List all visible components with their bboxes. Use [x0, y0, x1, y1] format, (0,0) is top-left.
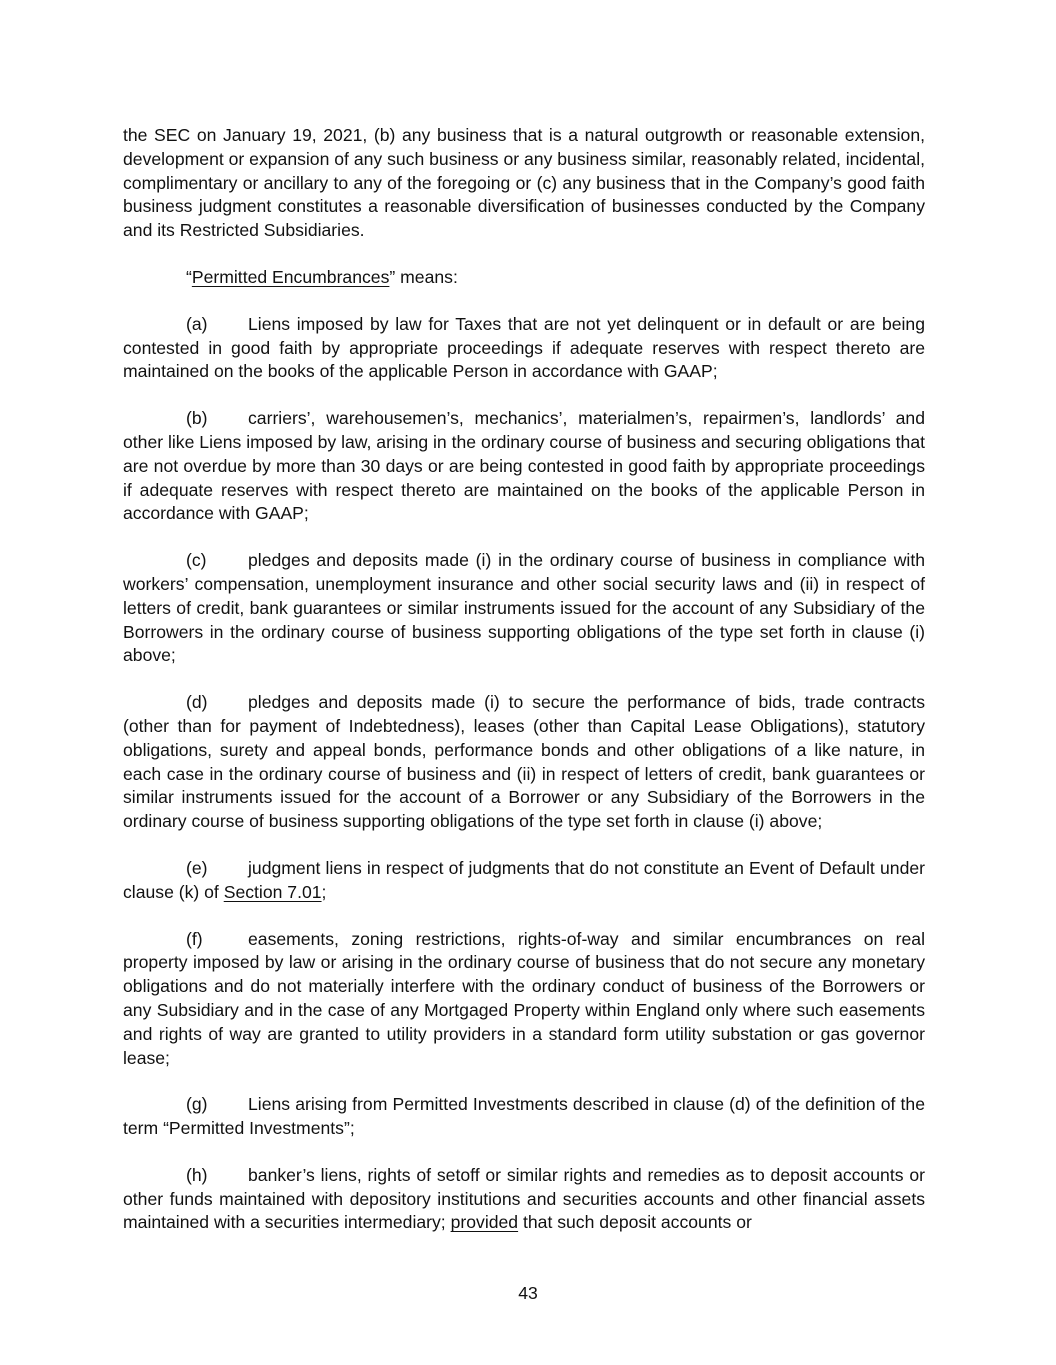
clause-text: pledges and deposits made (i) in the ordinary course of business in compliance with workers’ compensation, unemployment insurance and other social security laws and (ii) in respect of letters of credit, bank guarantees or similar instruments issued for the account of any Subsidiary of the Borrowers in the ordinary course of business supporting obligations of the type set forth in clause (i) above; [123, 550, 925, 666]
clause-label: (b) [186, 408, 208, 429]
clause-h [123, 1164, 925, 1235]
page-number: 43 [518, 1283, 538, 1303]
clause-f [123, 928, 925, 1071]
defined-term: Permitted Encumbrances [191, 266, 390, 287]
clause-label: (g) [186, 1094, 208, 1115]
clause-text: carriers’, warehousemen’s, mechanics’, materialmen’s, repairmen’s, landlords’ and other like Liens imposed by law, arising in the ordinary course of business and securing obligations that are not overdue by more than 30 days or are being contested in good faith by appropriate proceedings if adequate reserves with respect thereto are maintained on the books of the applicable Person in accordance with GAAP; [123, 408, 925, 524]
clause-label: (c) [186, 550, 207, 571]
intro-paragraph: the SEC on January 19, 2021, (b) any business that is a natural outgrowth or reasonable extension, development or expansion of any such business or any business similar, reasonably related, incidental, complimentary or ancillary to any of the foregoing or (c) any business that in the Company’s good faith business judgment constitutes a reasonable diversification of businesses conducted by the Company and its Restricted Subsidiaries. [123, 125, 925, 241]
definition-heading [123, 266, 925, 290]
section-reference-link[interactable]: Section 7.01 [223, 881, 322, 902]
clause-label: (h) [186, 1164, 208, 1185]
clause-b [123, 407, 925, 526]
clause-a [123, 313, 925, 384]
clause-text: easements, zoning restrictions, rights-of-way and similar encumbrances on real property imposed by law or arising in the ordinary course of business that do not secure any monetary obligations and do not materially interfere with the ordinary conduct of business of the Borrowers or any Subsidiary and in the case of any Mortgaged Property within England only where such easements and rights of way are granted to utility providers in a standard form utility substation or gas governor lease; [123, 928, 925, 1068]
clause-e [123, 857, 925, 905]
clause-d [123, 691, 925, 834]
clause-g [123, 1093, 925, 1141]
clause-text: judgment liens in respect of judgments that do not constitute an Event of Default under clause (k) of [123, 857, 925, 902]
clause-label: (a) [186, 313, 208, 334]
document-body [123, 124, 925, 1235]
clause-label: (d) [186, 692, 208, 713]
clause-text: Liens arising from Permitted Investments described in clause (d) of the definition of the term “Permitted Investments”; [123, 1094, 925, 1139]
clause-c [123, 549, 925, 668]
definition-suffix: ” means: [389, 266, 458, 287]
clause-label: (e) [186, 857, 208, 878]
clause-text: Liens imposed by law for Taxes that are not yet delinquent or in default or are being contested in good faith by appropriate proceedings if adequate reserves with respect thereto are maintained on the books of the applicable Person in accordance with GAAP; [123, 313, 925, 382]
provided-term: provided [450, 1212, 519, 1233]
open-quote: “ [186, 266, 192, 287]
clause-label: (f) [186, 928, 203, 949]
clause-text: banker’s liens, rights of setoff or similar rights and remedies as to deposit accounts or other funds maintained with depository institutions and securities accounts and other financial assets maintained with a securities intermediary; [123, 1164, 925, 1233]
clause-text-end: ; [321, 881, 327, 902]
clause-text: pledges and deposits made (i) to secure the performance of bids, trade contracts (other than for payment of Indebtedness), leases (other than Capital Lease Obligations), statutory obligations, surety and appeal bonds, performance bonds and other obligations of a like nature, in each case in the ordinary course of business and (ii) in respect of letters of credit, bank guarantees or similar instruments issued for the account of a Borrower or any Subsidiary of the Borrowers in the ordinary course of business supporting obligations of the type set forth in clause (i) above; [123, 692, 925, 832]
clause-text-end: that such deposit accounts or [518, 1212, 752, 1233]
